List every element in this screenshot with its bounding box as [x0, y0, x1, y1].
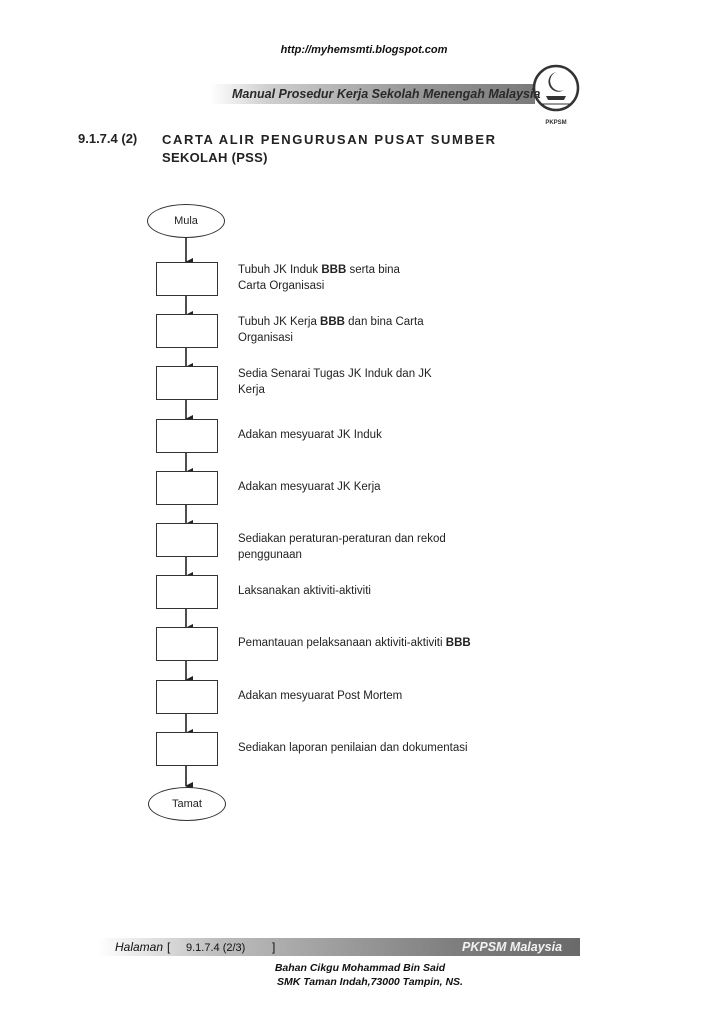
- process-box: [156, 627, 218, 661]
- step-label-line1: [238, 262, 498, 278]
- end-label: Tamat: [172, 798, 202, 810]
- step-label-line1: [238, 740, 498, 756]
- step-text-pre: Sediakan laporan penilaian dan dokumentasi: [238, 742, 468, 754]
- start-terminal: [147, 204, 225, 238]
- step-label-line2: Carta Organisasi: [238, 280, 325, 292]
- process-box: [156, 732, 218, 766]
- step-text-bold: BBB: [321, 264, 347, 276]
- step-label-line2: Organisasi: [238, 332, 293, 344]
- step-label-line1: [238, 427, 498, 443]
- footer-school: SMK Taman Indah,73000 Tampin, NS.: [277, 976, 463, 988]
- step-text-bold: BBB: [320, 316, 345, 328]
- step-label-line2: Kerja: [238, 384, 265, 396]
- step-text-post: dan bina Carta: [344, 316, 424, 328]
- step-label: [238, 366, 498, 398]
- step-label-line1: [238, 314, 498, 330]
- footer-bracket-close: ]: [272, 940, 276, 954]
- step-text-pre: Adakan mesyuarat JK Kerja: [238, 481, 381, 493]
- process-box: [156, 680, 218, 714]
- manual-title: Manual Prosedur Kerja Sekolah Menengah Malaysia: [232, 87, 541, 101]
- section-title: [162, 131, 552, 167]
- step-label: [238, 479, 498, 495]
- step-label-line1: [238, 688, 498, 704]
- step-label-line1: [238, 479, 498, 495]
- footer-bracket-open: [: [167, 940, 171, 954]
- process-box: [156, 419, 218, 453]
- step-text-pre: Tubuh JK Induk: [238, 264, 322, 276]
- footer-author: Bahan Cikgu Mohammad Bin Said: [274, 962, 446, 974]
- logo-caption: PKPSM: [545, 120, 567, 126]
- start-label: Mula: [174, 215, 198, 227]
- pkpsm-logo-icon: [530, 62, 582, 128]
- step-label-line1: [238, 635, 498, 651]
- section-number: 9.1.7.4 (2): [78, 131, 138, 146]
- step-label: [238, 427, 498, 443]
- process-box: [156, 471, 218, 505]
- step-text-pre: Pemantauan pelaksanaan aktiviti-aktiviti: [238, 637, 446, 649]
- step-label: [238, 262, 498, 294]
- step-text-pre: Adakan mesyuarat Post Mortem: [238, 690, 403, 702]
- section-title-line2: SEKOLAH (PSS): [162, 150, 268, 165]
- step-label: [238, 635, 498, 651]
- footer-page-number: 9.1.7.4 (2/3): [186, 942, 246, 954]
- process-box: [156, 314, 218, 348]
- step-text-bold: BBB: [445, 637, 471, 649]
- step-text-pre: Sedia Senarai Tugas JK Induk dan JK: [238, 368, 432, 380]
- step-text-pre: Sediakan peraturan-peraturan dan rekod penggunaan: [238, 533, 446, 561]
- process-box: [156, 366, 218, 400]
- process-box: [156, 575, 218, 609]
- step-label-line1: [238, 366, 498, 382]
- footer-page-label: Halaman: [115, 940, 164, 954]
- step-label-line1: [238, 583, 498, 599]
- step-label: [238, 740, 498, 756]
- step-label: [238, 688, 498, 704]
- section-title-line1: CARTA ALIR PENGURUSAN PUSAT SUMBER: [162, 132, 497, 147]
- step-text-pre: Adakan mesyuarat JK Induk: [238, 429, 382, 441]
- process-box: [156, 262, 218, 296]
- step-label: [238, 314, 498, 346]
- source-url[interactable]: http://myhemsmti.blogspot.com: [280, 44, 448, 56]
- step-label: [238, 531, 498, 563]
- step-text-pre: Tubuh JK Kerja: [238, 316, 321, 328]
- step-text-post: serta bina: [346, 264, 400, 276]
- step-label: [238, 583, 498, 599]
- footer-brand: PKPSM Malaysia: [462, 940, 563, 954]
- step-text-pre: Laksanakan aktiviti-aktiviti: [238, 585, 371, 597]
- step-label-line1: [238, 531, 498, 563]
- end-terminal: [148, 787, 226, 821]
- process-box: [156, 523, 218, 557]
